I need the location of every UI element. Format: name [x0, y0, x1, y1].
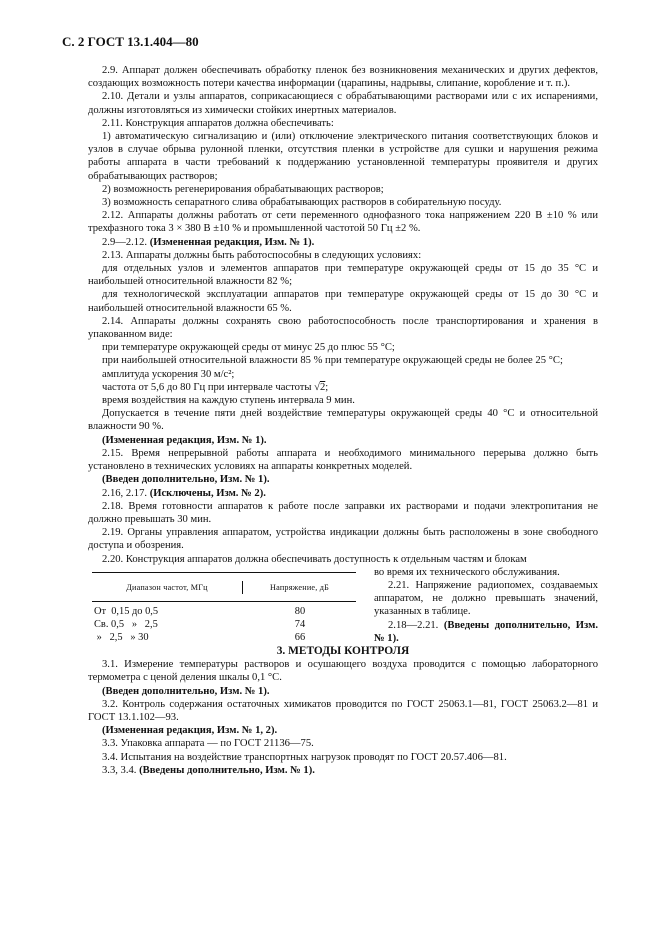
table-cell-value: 66: [294, 631, 306, 643]
paragraph: 3.3. Упаковка аппарата — по ГОСТ 21136—75.: [102, 738, 314, 750]
paragraph: 2.15. Время непрерывной работы аппарата и необходимого минимального перерыва должно быть установлено в технических условиях на аппараты конкретных моделей.: [88, 447, 598, 473]
excluded-note: (Исключены, Изм. № 2).: [149, 487, 266, 499]
paragraph-2-12: 2.12. Аппараты должны работать от сети переменного однофазного тока напряжением 220 В ±10 % или трехфазного тока 3 × 380 В ±10 % и промышленной частотой 50 Гц ±2 %.: [88, 210, 598, 235]
frequency-suffix: ;: [325, 381, 329, 393]
paragraph: при температуре окружающей среды от минус 25 до плюс 55 °С;: [102, 342, 395, 354]
paragraph: (Измененная редакция, Изм. № 1, 2).: [102, 725, 278, 737]
paragraph: для технологической эксплуатации аппаратов при температуре окружающей среды от 15 до 30 °С и наибольшей относительной влажности 65 %.: [88, 289, 598, 314]
paragraph: 2.14. Аппараты должны сохранять свою работоспособность после транспортирования и хранения в упакованном виде:: [88, 315, 598, 341]
amendment-ref-3: 3.3, 3.4.: [102, 764, 137, 776]
paragraph: 3.1. Измерение температуры растворов и осушающего воздуха проводится с помощью лабораторного термометра с ценой деления шкалы 0,1 °С.: [88, 659, 598, 684]
section-title: 3. МЕТОДЫ КОНТРОЛЯ: [276, 644, 410, 657]
amendment-note: (Измененная редакция, Изм. № 1).: [149, 236, 315, 248]
paragraph: при наибольшей относительной влажности 85 % при температуре окружающей среды не более 25 °С;: [102, 355, 563, 367]
paragraph: 2.10. Детали и узлы аппаратов, соприкасающиеся с обрабатывающими растворами или с их испарениями, должны изготовляться из химически стойких инертных материалов.: [88, 91, 598, 116]
amendment-2-9-2-12: [88, 236, 598, 249]
paragraph: (Введен дополнительно, Изм. № 1).: [102, 685, 270, 697]
paragraphs-block-d: [88, 500, 598, 566]
paragraph: время воздействия на каждую ступень интервала 9 мин.: [102, 395, 355, 407]
sqrt-symbol: √: [314, 381, 320, 393]
paragraph: для отдельных узлов и элементов аппаратов при температуре окружающей среды от 15 до 35 °С и наибольшей относительной влажности 82 %;: [88, 263, 598, 288]
table-header-row: [92, 573, 356, 601]
paragraph: 2) возможность регенерирования обрабатывающих растворов;: [102, 183, 384, 195]
table-side-text: [374, 566, 598, 645]
table-row: [92, 606, 356, 619]
paragraphs-block-c: [88, 394, 598, 486]
paragraph: 2.18. Время готовности аппаратов к работе после заправки их растворами и подачи электропитания не должно превышать 30 мин.: [88, 500, 598, 525]
table-row: [92, 619, 356, 632]
table-row: [92, 632, 356, 645]
amendment-ref-2: 2.18—2.21.: [388, 619, 439, 631]
paragraph: (Измененная редакция, Изм. № 1).: [102, 434, 267, 446]
frequency-text: частота от 5,6 до 80 Гц при интервале частоты: [102, 381, 315, 393]
radio-interference-table: [92, 572, 356, 645]
paragraph: 3) возможность сепаратного слива обрабатывающих растворов в собирательную посуду.: [102, 197, 502, 209]
paragraph: Допускается в течение пяти дней воздействие температуры окружающей среды 40 °С и относительной влажности 90 %.: [88, 408, 598, 433]
table-header-voltage: Напряжение, дБ: [269, 582, 330, 592]
frequency-line: [88, 381, 598, 394]
paragraph: 2.11. Конструкция аппаратов должна обеспечивать:: [102, 117, 334, 129]
paragraph: (Введен дополнительно, Изм. № 1).: [102, 474, 270, 486]
table-body: [92, 602, 356, 644]
paragraph: 2.9. Аппарат должен обеспечивать обработку пленок без возникновения механических и других дефектов, создающих возможность потери качества информации (царапины, надрывы, слипание, коробление и т. п.).: [88, 65, 598, 90]
sqrt-value: 2: [319, 381, 326, 393]
table-cell-value: 80: [294, 605, 306, 617]
paragraph: 3.2. Контроль содержания остаточных химикатов проводится по ГОСТ 25063.1—81, ГОСТ 25063.2—81 и ГОСТ 13.1.102—93.: [88, 698, 598, 723]
paragraph: 1) автоматическую сигнализацию и (или) отключение электрического питания соответствующих блоков и узлов в случае обрыва рулонной пленки, отсутствия пленки в устройстве для сушки и нарушения режима работы аппарата в части требований к поддержанию установленной температуры проявителя и других обрабатывающих растворов;: [88, 131, 598, 182]
paragraph-2-21: 2.21. Напряжение радиопомех, создаваемых аппаратом, не должно превышать значений, указанных в таблице.: [374, 579, 598, 618]
table-cell-range: От 0,15 до 0,5: [94, 605, 159, 617]
table-cell-range: Св. 0,5 » 2,5: [94, 618, 158, 630]
document-body: [88, 64, 598, 777]
table-header-frequency: Диапазон частот, МГц: [92, 581, 243, 594]
paragraph: 2.20. Конструкция аппаратов должна обеспечивать доступность к отдельным частям и блокам: [102, 553, 527, 565]
side-text-continuation: во время их технического обслуживания.: [374, 566, 560, 578]
paragraph: 3.4. Испытания на воздействие транспортных нагрузок проводят по ГОСТ 20.57.406—81.: [102, 751, 507, 763]
paragraph: 2.19. Органы управления аппаратом, устройства индикации должны быть расположены в зоне свободного доступа и обозрения.: [88, 527, 598, 552]
paragraph: 2.13. Аппараты должны быть работоспособны в следующих условиях:: [102, 249, 422, 261]
page-header: С. 2 ГОСТ 13.1.404—80: [62, 34, 199, 49]
table-section: [88, 566, 598, 645]
table-cell-value: 74: [294, 618, 306, 630]
paragraphs-block-b: [88, 249, 598, 381]
paragraph: амплитуда ускорения 30 м/с²;: [102, 368, 235, 380]
amendment-note-2: (Введены дополнительно, Изм. № 1).: [374, 619, 598, 644]
excluded-ref: 2.16, 2.17.: [102, 487, 148, 499]
amendment-note-3: (Введены дополнительно, Изм. № 1).: [139, 764, 315, 776]
amendment-3-3-3-4: [88, 764, 598, 777]
amendment-ref: 2.9—2.12.: [102, 236, 148, 248]
paragraphs-block-e: [88, 658, 598, 764]
excluded-2-16-2-17: [88, 487, 598, 500]
amendment-2-18-2-21: [374, 619, 598, 645]
paragraphs-block-a: [88, 64, 598, 209]
table-cell-range: » 2,5 » 30: [94, 631, 149, 643]
